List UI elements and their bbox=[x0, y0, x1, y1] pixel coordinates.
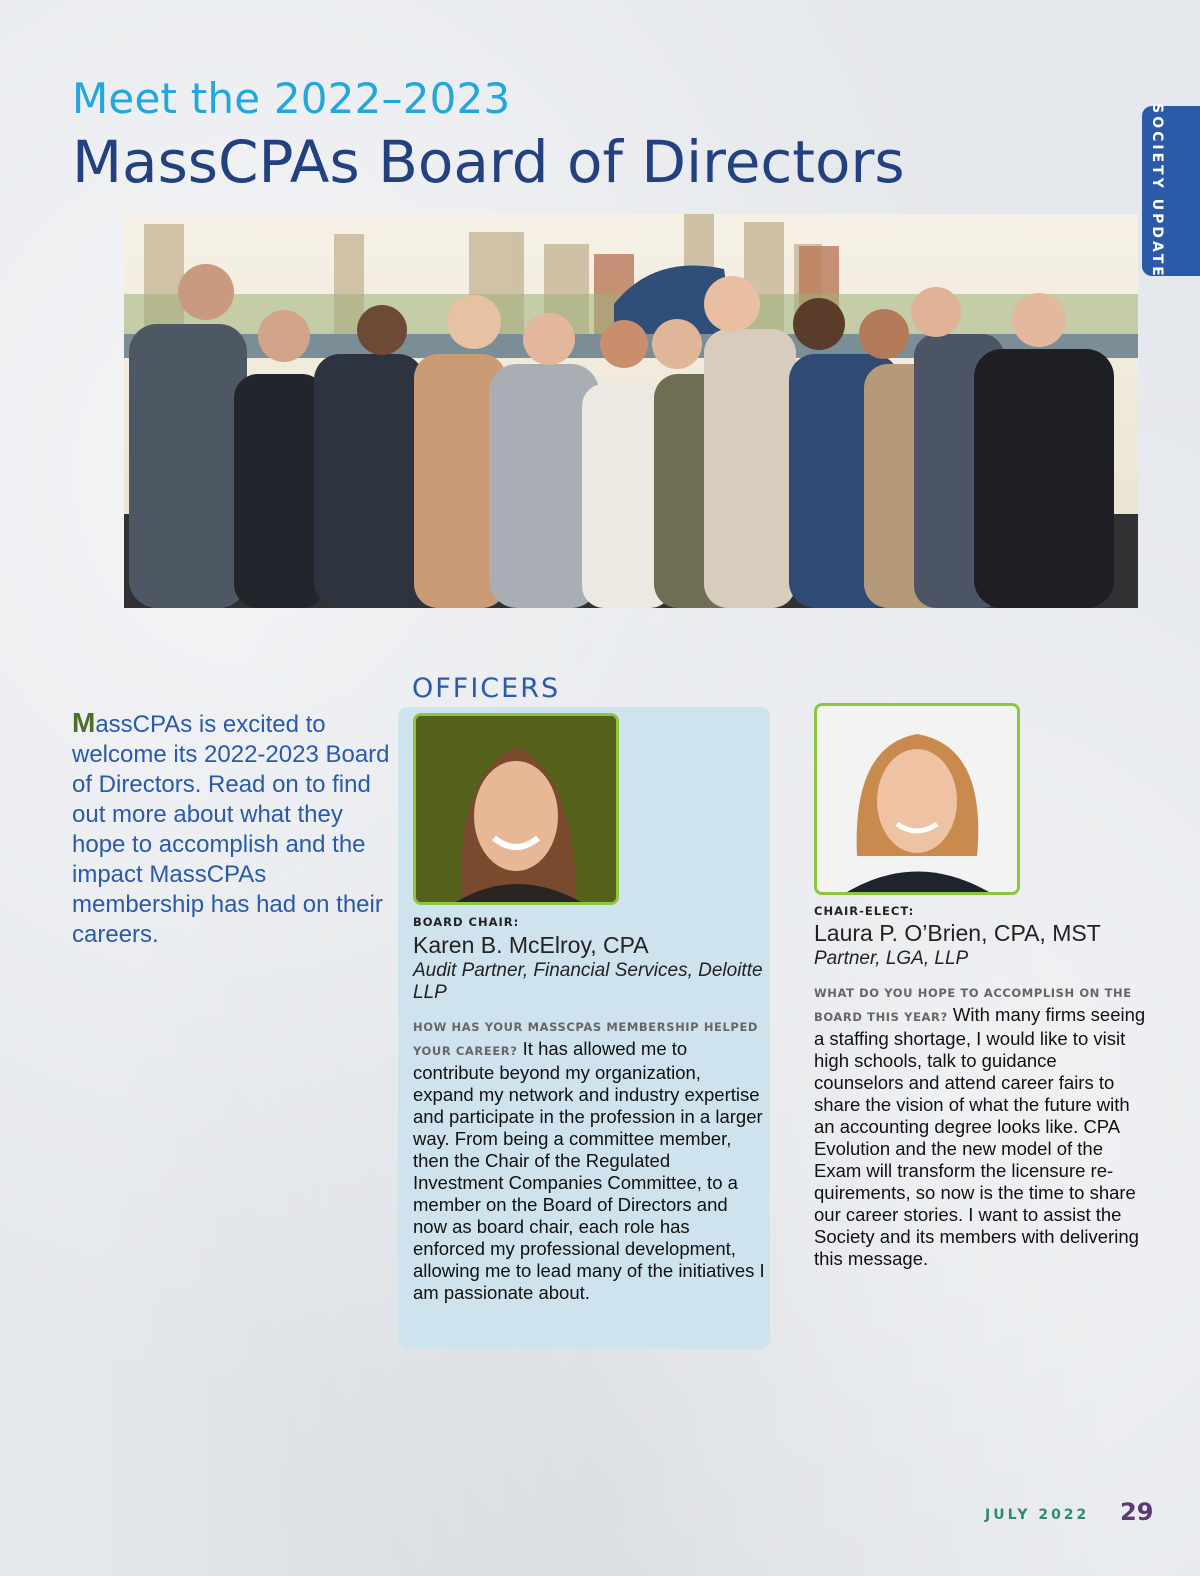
board-group-photo bbox=[124, 214, 1138, 608]
board-chair-portrait bbox=[413, 713, 619, 905]
intro-dropcap: M bbox=[72, 707, 96, 738]
footer-issue-date: JULY 2022 bbox=[985, 1507, 1090, 1523]
board-chair-title: Audit Partner, Financial Services, Deloitte LLP bbox=[413, 960, 763, 1003]
chair-elect-answer: With many firms seeing a staffing shortage, I would like to visit high schools, talk to guidance counselors and attend career fairs to share the vision of what the future with an accounting degree looks like. CPA Evolution and the new model of the Exam will transform the licensure re-quirements, so now is the time to share our career stories. I want to assist the Society and its members with delivering this message. bbox=[814, 1004, 1146, 1269]
chair-elect-role: CHAIR-ELECT: bbox=[814, 904, 915, 918]
chair-elect-qa bbox=[814, 980, 1146, 1270]
chair-elect-name: Laura P. O’Brien, CPA, MST bbox=[814, 920, 1101, 946]
board-chair-role: BOARD CHAIR: bbox=[413, 915, 520, 929]
board-chair-answer: It has allowed me to contribute beyond my organization, expand my network and industry expertise and participate in the profession in a larger way. From being a committee member, then the Chair of the Regulated Investment Companies Committee, to a member on the Board of Directors and now as board chair, each role has enforced my professional development, allowing me to lead many of the initiatives I am passionate about. bbox=[413, 1038, 765, 1303]
board-chair-qa bbox=[413, 1014, 765, 1304]
intro-paragraph bbox=[72, 708, 392, 950]
section-tab-label-wrap bbox=[1142, 103, 1172, 279]
page-number: 29 bbox=[1120, 1498, 1154, 1526]
chair-elect-question: WHAT DO YOU HOPE TO ACCOMPLISH ON THE BOARD THIS YEAR? bbox=[814, 986, 1132, 1024]
page-kicker: Meet the 2022–2023 bbox=[72, 74, 511, 123]
chair-elect-portrait bbox=[814, 703, 1020, 895]
intro-text: assCPAs is excited to welcome its 2022-2023 Board of Directors. Read on to find out more about what they hope to accomplish and the impact MassCPAs membership has had on their careers. bbox=[72, 711, 390, 948]
section-tab-label: SOCIETY UPDATE bbox=[1149, 103, 1165, 279]
page-title: MassCPAs Board of Directors bbox=[72, 128, 905, 196]
board-chair-question: HOW HAS YOUR MASSCPAS MEMBERSHIP HELPED YOUR CAREER? bbox=[413, 1020, 759, 1058]
board-chair-name: Karen B. McElroy, CPA bbox=[413, 932, 649, 958]
chair-elect-title: Partner, LGA, LLP bbox=[814, 948, 969, 969]
officers-heading: OFFICERS bbox=[412, 673, 561, 704]
